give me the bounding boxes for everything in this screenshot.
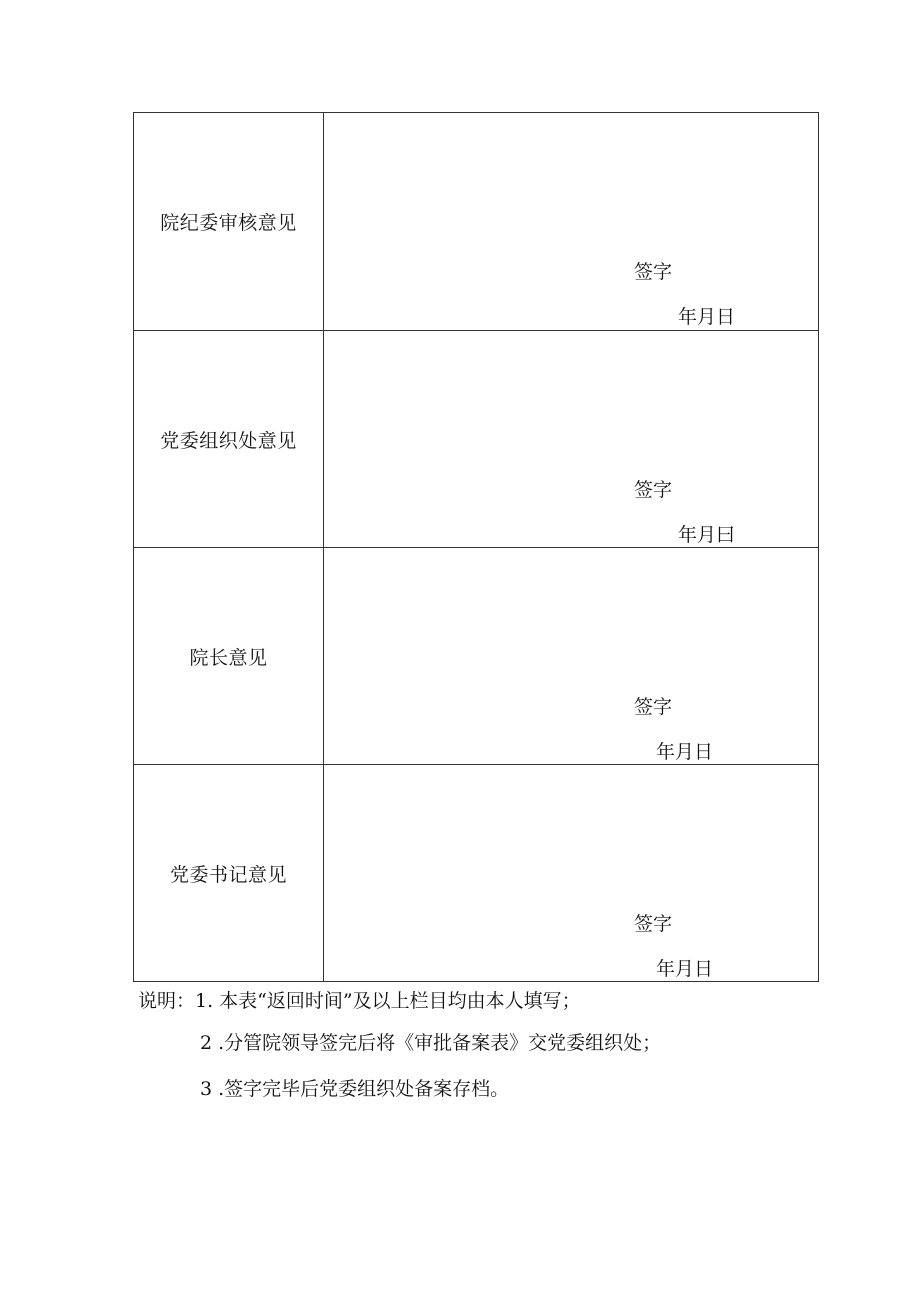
opinion-field[interactable]	[324, 765, 818, 981]
opinion-field[interactable]	[324, 548, 818, 764]
form-row-president	[134, 547, 818, 764]
row-label: 院纪委审核意见	[134, 113, 324, 330]
note-line-1: 说明：1. 本表“返回时间”及以上栏目均由本人填写；	[138, 990, 581, 1012]
row-label: 党委书记意见	[134, 765, 324, 981]
signature-label: 签字	[634, 261, 673, 283]
note-line-2: 2 .分管院领导签完后将《审批备案表》交党委组织处；	[200, 1032, 662, 1054]
opinion-field[interactable]	[324, 113, 818, 330]
date-label: 年月曰	[678, 524, 736, 546]
approval-form-table	[133, 112, 819, 982]
form-row-organization-dept	[134, 330, 818, 547]
date-label: 年月日	[656, 741, 714, 763]
form-row-party-secretary	[134, 764, 818, 981]
date-label: 年月日	[656, 958, 714, 980]
opinion-field[interactable]	[324, 331, 818, 547]
row-label: 院长意见	[134, 548, 324, 764]
signature-label: 签字	[634, 913, 673, 935]
form-row-discipline-committee	[134, 113, 818, 330]
date-label: 年月日	[678, 306, 736, 328]
signature-label: 签字	[634, 479, 673, 501]
row-label: 党委组织处意见	[134, 331, 324, 547]
note-line-3: 3 .签字完毕后党委组织处备案存档。	[200, 1078, 510, 1100]
signature-label: 签字	[634, 696, 673, 718]
